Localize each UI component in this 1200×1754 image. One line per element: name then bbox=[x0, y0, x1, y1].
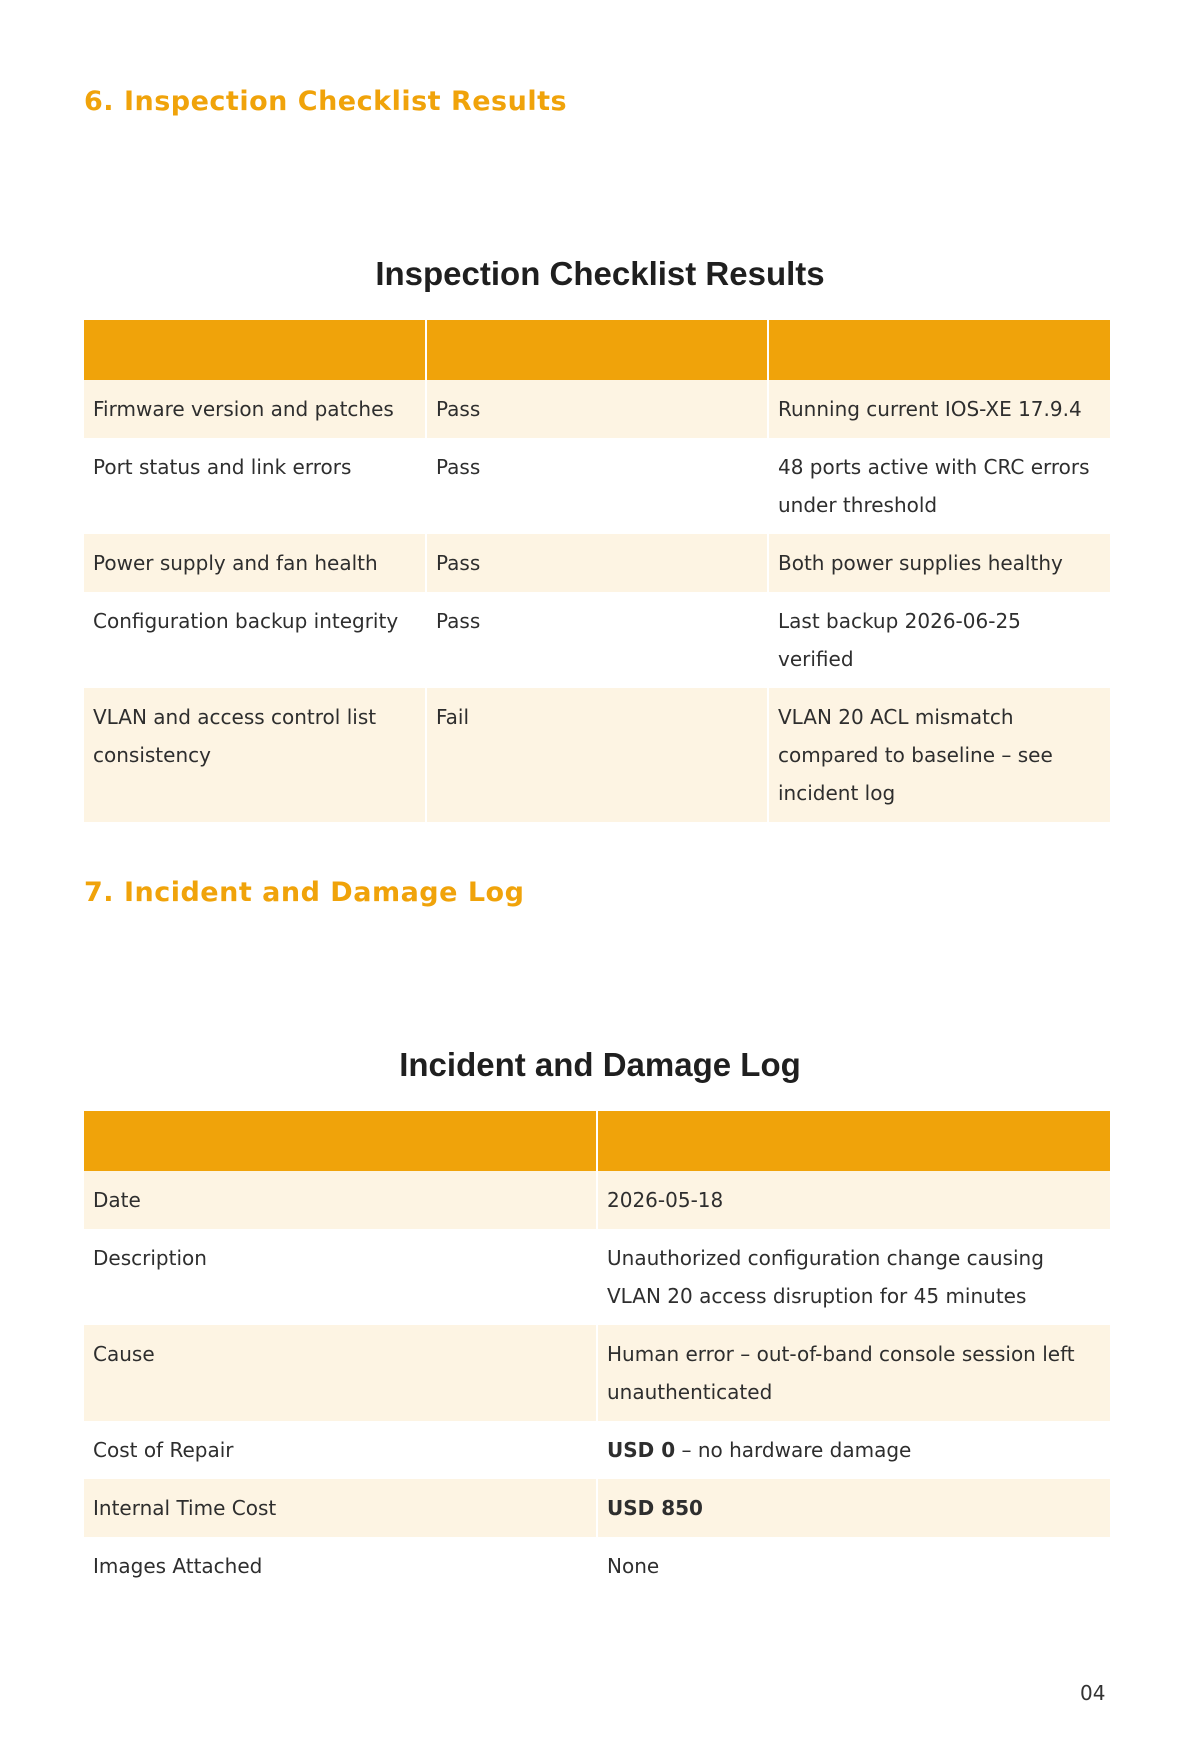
incident-value bbox=[597, 1421, 1110, 1479]
checklist-notes: Running current IOS-XE 17.9.4 bbox=[768, 380, 1110, 438]
incident-header-row bbox=[84, 1111, 1110, 1171]
incident-header-cell bbox=[84, 1111, 597, 1171]
table-row bbox=[84, 380, 1110, 438]
checklist-header-cell bbox=[84, 320, 426, 380]
checklist-result: Pass bbox=[426, 592, 768, 688]
incident-table-title: Incident and Damage Log bbox=[399, 1046, 801, 1083]
checklist-item: Configuration backup integrity bbox=[93, 609, 399, 633]
checklist-header-cell bbox=[768, 320, 1110, 380]
table-row bbox=[84, 534, 1110, 592]
table-row bbox=[84, 1537, 1110, 1595]
checklist-notes: VLAN 20 ACL mismatch compared to baseline – see incident log bbox=[768, 688, 1110, 822]
section-heading-incident: 7. Incident and Damage Log bbox=[84, 877, 525, 908]
checklist-result: Pass bbox=[426, 534, 768, 592]
time-cost-amount: USD 850 bbox=[607, 1496, 703, 1520]
cost-amount: USD 0 bbox=[607, 1438, 676, 1462]
incident-value: None bbox=[597, 1537, 1110, 1595]
incident-table bbox=[84, 1111, 1110, 1595]
incident-value: Unauthorized configuration change causing VLAN 20 access disruption for 45 minutes bbox=[597, 1229, 1110, 1325]
table-row bbox=[84, 1171, 1110, 1229]
checklist-item: VLAN and access control list consistency bbox=[84, 688, 426, 822]
checklist-table bbox=[84, 320, 1110, 822]
table-row bbox=[84, 1229, 1110, 1325]
incident-field: Date bbox=[84, 1171, 597, 1229]
incident-header-cell bbox=[597, 1111, 1110, 1171]
checklist-table-title: Inspection Checklist Results bbox=[375, 255, 825, 292]
incident-field: Description bbox=[93, 1246, 207, 1270]
incident-field: Cause bbox=[84, 1325, 597, 1421]
incident-field: Cost of Repair bbox=[93, 1438, 234, 1462]
checklist-header-cell bbox=[426, 320, 768, 380]
checklist-item: Port status and link errors bbox=[93, 455, 352, 479]
incident-value bbox=[597, 1479, 1110, 1537]
table-row bbox=[84, 1479, 1110, 1537]
checklist-item: Firmware version and patches bbox=[84, 380, 426, 438]
checklist-notes: Both power supplies healthy bbox=[768, 534, 1110, 592]
checklist-result: Fail bbox=[426, 688, 768, 822]
incident-field: Internal Time Cost bbox=[84, 1479, 597, 1537]
incident-value: 2026-05-18 bbox=[597, 1171, 1110, 1229]
checklist-header-row bbox=[84, 320, 1110, 380]
incident-value: Human error – out-of-band console session left unauthenticated bbox=[597, 1325, 1110, 1421]
incident-field: Images Attached bbox=[93, 1554, 263, 1578]
cost-note: – no hardware damage bbox=[675, 1438, 912, 1462]
page-number: 04 bbox=[1080, 1681, 1106, 1705]
table-row bbox=[84, 438, 1110, 534]
table-row bbox=[84, 688, 1110, 822]
table-row bbox=[84, 1421, 1110, 1479]
checklist-notes: 48 ports active with CRC errors under threshold bbox=[768, 438, 1110, 534]
table-row bbox=[84, 1325, 1110, 1421]
checklist-item: Power supply and fan health bbox=[84, 534, 426, 592]
checklist-result: Pass bbox=[426, 380, 768, 438]
section-heading-inspection: 6. Inspection Checklist Results bbox=[84, 86, 568, 117]
checklist-result: Pass bbox=[426, 438, 768, 534]
checklist-notes: Last backup 2026-06-25 verified bbox=[768, 592, 1110, 688]
table-row bbox=[84, 592, 1110, 688]
